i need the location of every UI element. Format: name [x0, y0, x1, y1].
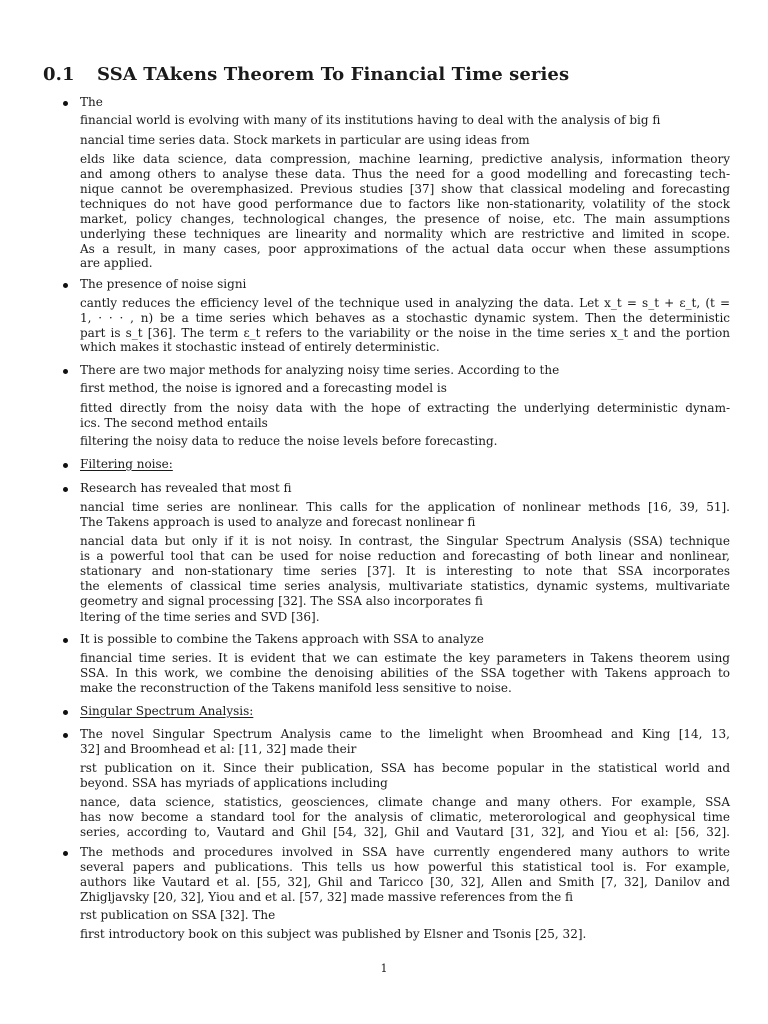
- text-line: make the reconstruction of the Takens manifold less sensitive to noise.: [80, 681, 512, 695]
- text-line: part is s_t [36]. The term ε_t refers to the variability or the noise in the time series x_t and the portion: [80, 326, 730, 340]
- text-line: is a powerful tool that can be used for noise reduction and forecasting of both linear and nonlinear,: [80, 549, 730, 563]
- text-line: geometry and signal processing [32]. The SSA also incorporates fi: [80, 594, 483, 608]
- text-line: The Takens approach is used to analyze and forecast nonlinear fi: [80, 515, 476, 529]
- text-line: As a result, in many cases, poor approximations of the actual data occur when these assumptions: [80, 242, 730, 256]
- text-line: nance, data science, statistics, geosciences, climate change and many others. For example, SSA: [80, 795, 730, 809]
- bullet-icon: [63, 463, 68, 468]
- text-line: filtering the noisy data to reduce the noise levels before forecasting.: [80, 434, 498, 448]
- text-line: techniques do not have good performance due to factors like non-stationarity, volatility of the stock: [80, 197, 730, 211]
- text-line: the elements of classical time series analysis, multivariate statistics, dynamic systems, multivariate: [80, 579, 730, 593]
- text-line: first method, the noise is ignored and a forecasting model is: [80, 381, 447, 395]
- section-number: 0.1: [43, 64, 75, 85]
- text-line: authors like Vautard et al. [55, 32], Ghil and Taricco [30, 32], Allen and Smith [7, 32], Danilov and: [80, 875, 730, 889]
- text-line: Zhigljavsky [20, 32], Yiou and et al. [57, 32] made massive references from the fi: [80, 890, 573, 904]
- underlined-heading-line: [80, 457, 730, 472]
- text-line: 1, · · · , n) be a time series which behaves as a stochastic dynamic system. Then the deterministic: [80, 311, 730, 325]
- bullet-icon: [63, 369, 68, 374]
- text-line: The novel Singular Spectrum Analysis came to the limelight when Broomhead and King [14, 13,: [80, 727, 730, 741]
- section-title: SSA TAkens Theorem To Financial Time series: [97, 64, 570, 85]
- bullet-icon: [63, 733, 68, 738]
- text-line: underlying these techniques are linearity and normality which are restrictive and limited in scope.: [80, 227, 730, 241]
- text-line: financial time series. It is evident that we can estimate the key parameters in Takens theorem using: [80, 651, 730, 665]
- section-heading: [43, 64, 569, 85]
- text-line: has now become a standard tool for the analysis of climatic, meterorological and geophysical time: [80, 810, 730, 824]
- text-line: and among others to analyse these data. Thus the need for a good modelling and forecasting tech-: [80, 167, 730, 181]
- text-line: several papers and publications. This tells us how powerful this statistical tool is. For example,: [80, 860, 730, 874]
- text-line: fitted directly from the noisy data with the hope of extracting the underlying deterministic dynam-: [80, 401, 730, 415]
- text-line: 32] and Broomhead et al: [11, 32] made their: [80, 742, 357, 756]
- text-line: nancial data but only if it is not noisy. In contrast, the Singular Spectrum Analysis (SSA) technique: [80, 534, 730, 548]
- text-line: elds like data science, data compression, machine learning, predictive analysis, information theory: [80, 152, 730, 166]
- filtering-noise-heading: Filtering noise:: [80, 457, 173, 471]
- text-line: financial world is evolving with many of its institutions having to deal with the analysis of big fi: [80, 113, 661, 127]
- bullet-icon: [63, 101, 68, 106]
- text-line: The: [80, 95, 103, 109]
- text-line: are applied.: [80, 256, 153, 270]
- page-number: 1: [380, 962, 388, 975]
- text-line: nique cannot be overemphasized. Previous studies [37] show that classical modeling and forecasting: [80, 182, 730, 196]
- bullet-icon: [63, 283, 68, 288]
- text-line: market, policy changes, technological changes, the presence of noise, etc. The main assumptions: [80, 212, 730, 226]
- bullet-icon: [63, 638, 68, 643]
- text-line: The methods and procedures involved in SSA have currently engendered many authors to write: [80, 845, 730, 859]
- text-line: beyond. SSA has myriads of applications including: [80, 776, 388, 790]
- singular-spectrum-analysis-heading: Singular Spectrum Analysis:: [80, 704, 254, 718]
- text-line: nancial time series data. Stock markets in particular are using ideas from: [80, 133, 530, 147]
- text-line: stationary and non-stationary time series [37]. It is interesting to note that SSA incorporates: [80, 564, 730, 578]
- text-line: ics. The second method entails: [80, 416, 268, 430]
- text-line: Research has revealed that most fi: [80, 481, 292, 495]
- text-line: nancial time series are nonlinear. This calls for the application of nonlinear methods [16, 39, 51].: [80, 500, 730, 514]
- bullet-icon: [63, 487, 68, 492]
- text-line: There are two major methods for analyzing noisy time series. According to the: [80, 363, 560, 377]
- bullet-icon: [63, 851, 68, 856]
- text-line: rst publication on SSA [32]. The: [80, 908, 276, 922]
- text-line: which makes it stochastic instead of entirely deterministic.: [80, 340, 440, 354]
- text-line: series, according to, Vautard and Ghil [54, 32], Ghil and Vautard [31, 32], and Yiou et al: [56, 32].: [80, 825, 730, 839]
- bullet-icon: [63, 710, 68, 715]
- text-line: first introductory book on this subject was published by Elsner and Tsonis [25, 32].: [80, 927, 587, 941]
- text-line: rst publication on it. Since their publication, SSA has become popular in the statistical world and: [80, 761, 730, 775]
- text-line: SSA. In this work, we combine the denoising abilities of the SSA together with Takens approach to: [80, 666, 730, 680]
- underlined-heading-line: [80, 704, 730, 719]
- text-line: The presence of noise signi: [80, 277, 247, 291]
- text-line: ltering of the time series and SVD [36].: [80, 610, 320, 624]
- text-line: It is possible to combine the Takens approach with SSA to analyze: [80, 632, 484, 646]
- text-line: cantly reduces the efficiency level of the technique used in analyzing the data. Let x_t = s_t + ε_t, (t =: [80, 296, 730, 310]
